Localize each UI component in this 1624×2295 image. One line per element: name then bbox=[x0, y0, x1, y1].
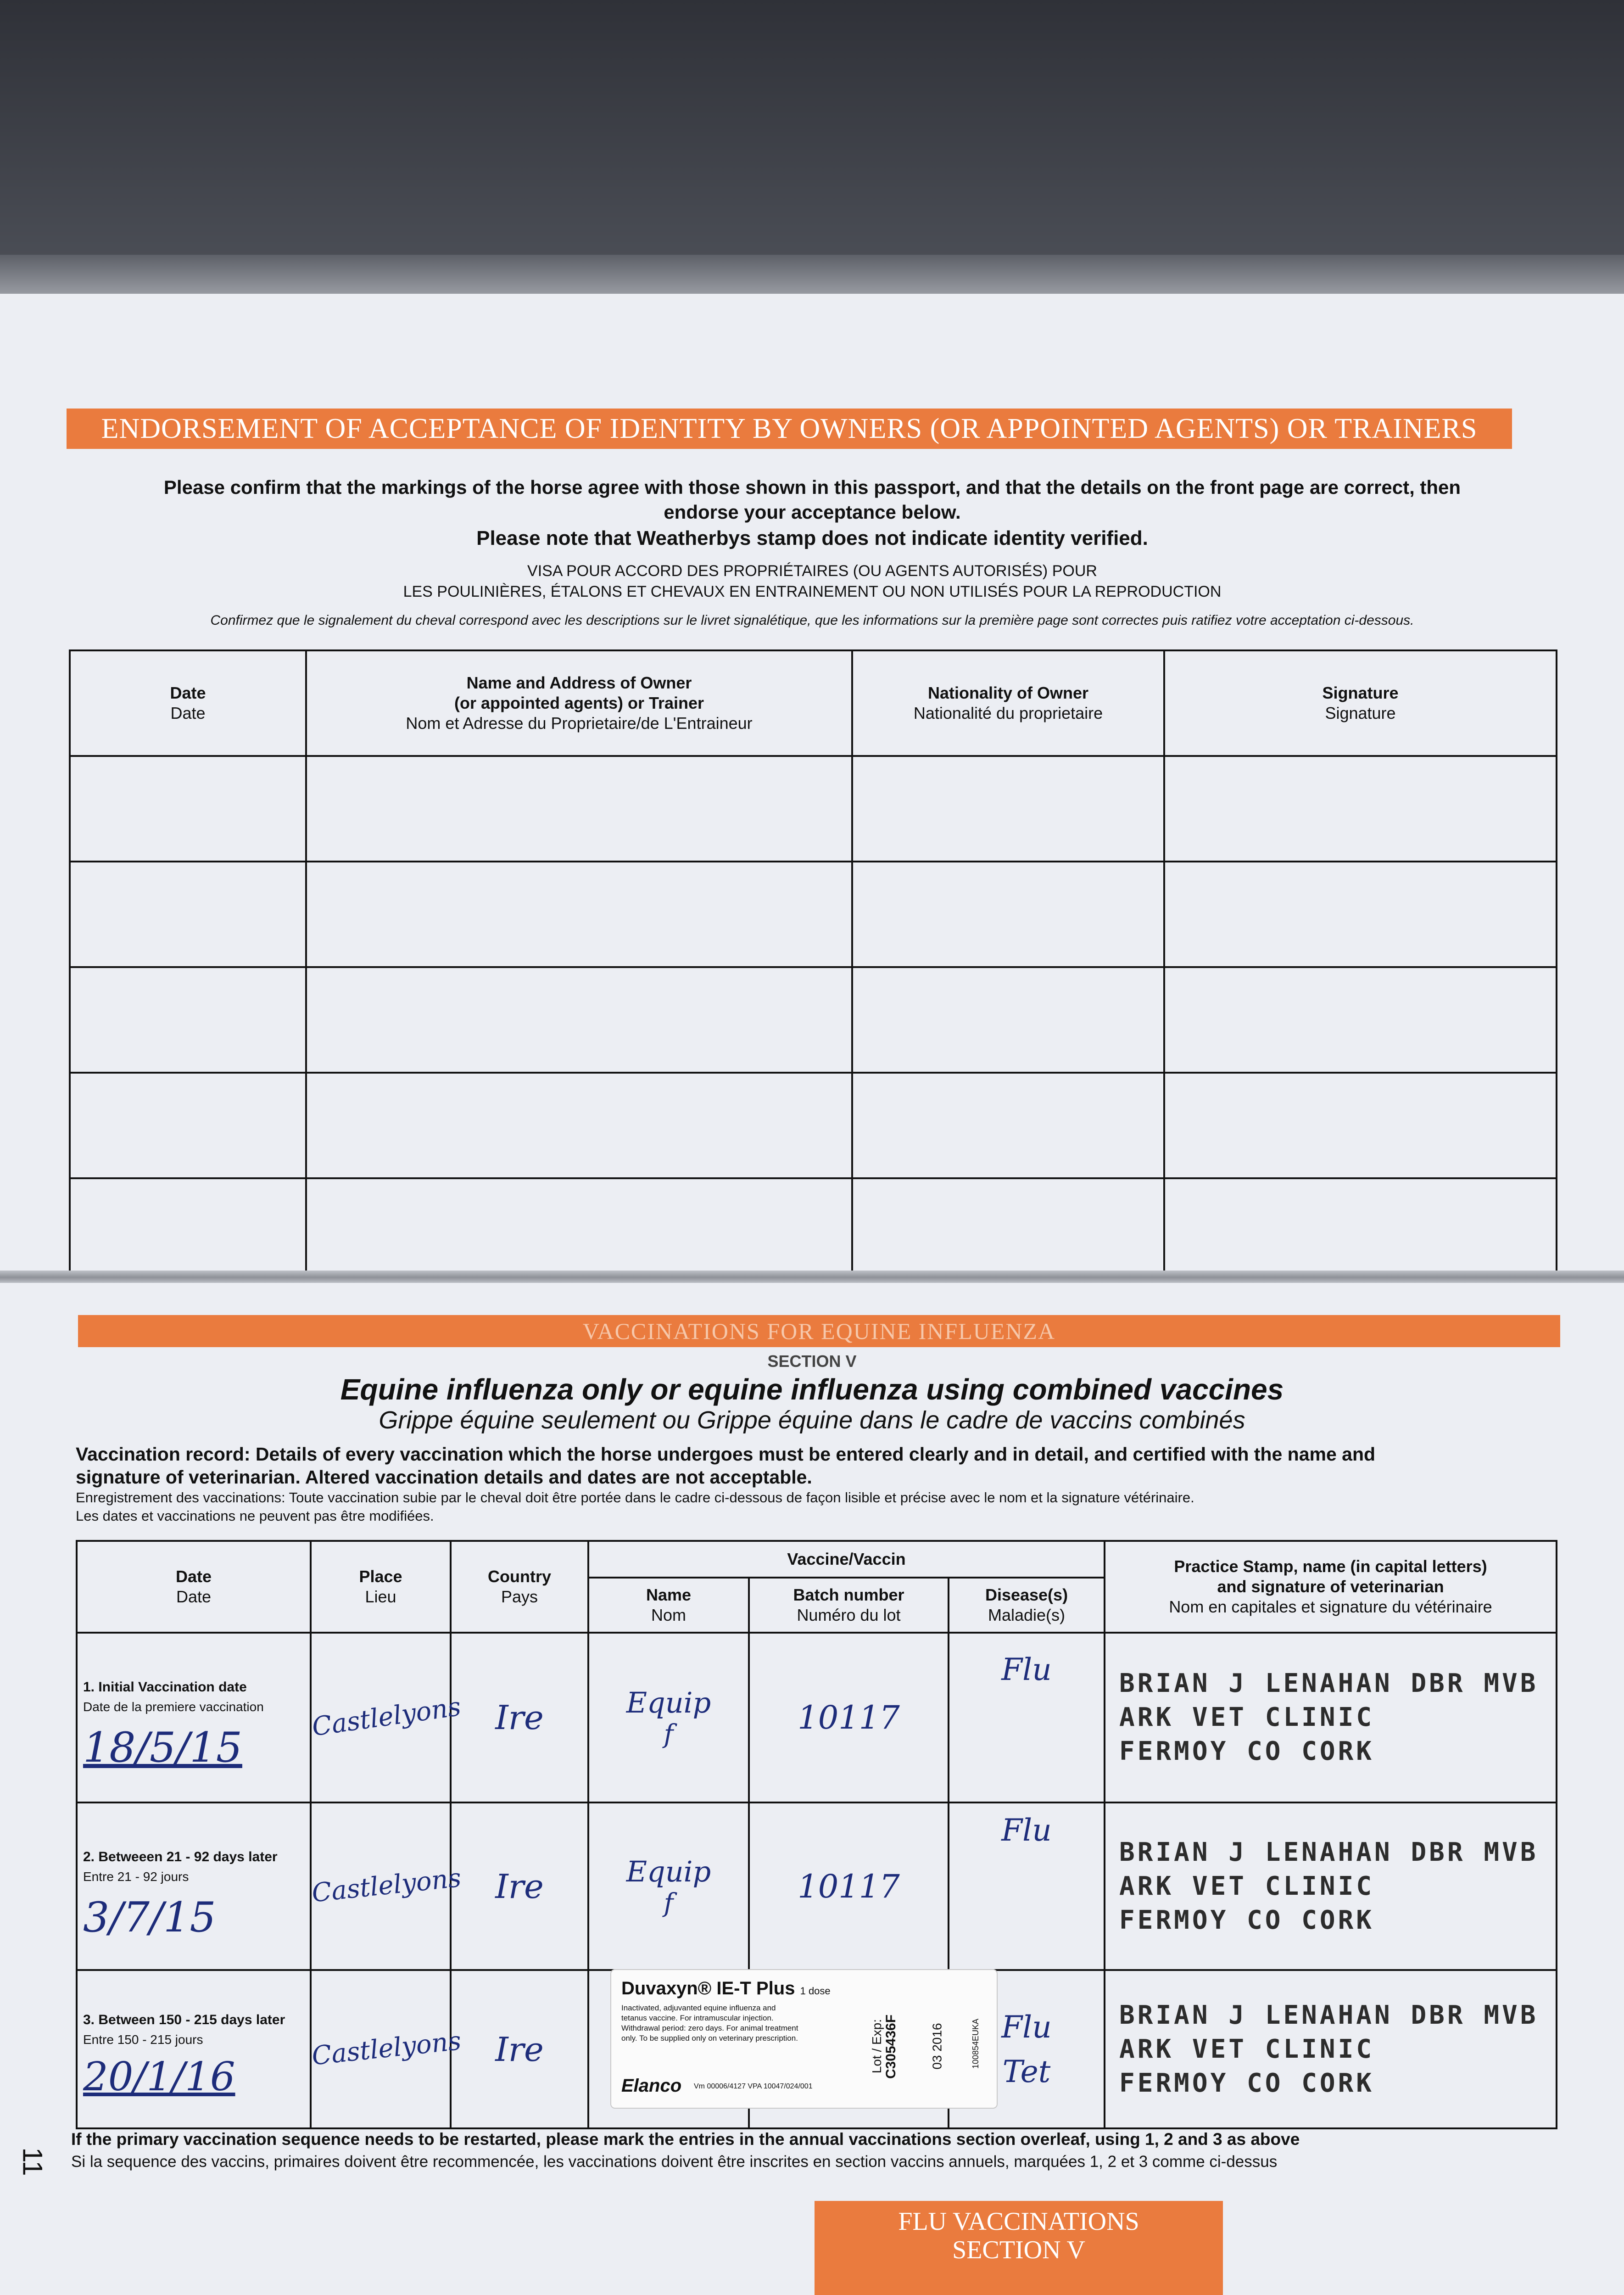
row3-country-value: Ire bbox=[495, 2030, 544, 2069]
instruction-line-2: endorse your acceptance below. bbox=[664, 501, 961, 523]
row1-stamp-cell bbox=[1105, 1633, 1557, 1802]
row2-batch-value: 10117 bbox=[798, 1867, 900, 1905]
empty-cell bbox=[70, 1073, 306, 1178]
header-vaccine-name bbox=[588, 1578, 749, 1633]
header-disease bbox=[949, 1578, 1105, 1633]
empty-cell bbox=[306, 1073, 852, 1178]
header-batch bbox=[749, 1578, 949, 1633]
header-nationality-fr: Nationalité du proprietaire bbox=[913, 704, 1103, 722]
row2-country-value: Ire bbox=[495, 1867, 544, 1906]
row3-place-value: Castlelyons bbox=[310, 2026, 463, 2071]
endorsement-row bbox=[70, 1178, 1557, 1271]
sticker-lot-number: C305436F bbox=[883, 2014, 899, 2079]
row1-stamp-line-2: ARK VET CLINIC bbox=[1119, 1702, 1375, 1732]
section-subtitle: Grippe équine seulement ou Grippe équine dans le cadre de vaccins combinés bbox=[379, 1406, 1245, 1434]
row2-label-en: 2. Betweeen 21 - 92 days later bbox=[83, 1849, 278, 1864]
row3-label-fr: Entre 150 - 215 jours bbox=[83, 2032, 203, 2047]
footer-banner-line-2: SECTION V bbox=[952, 2236, 1085, 2264]
sticker-desc-3: Withdrawal period: zero days. For animal treatment bbox=[621, 2024, 798, 2032]
row2-date-value: 3/7/15 bbox=[83, 1893, 216, 1942]
row3-stamp-line-1: BRIAN J LENAHAN DBR MVB bbox=[1119, 2000, 1539, 2030]
empty-cell bbox=[1164, 1178, 1557, 1271]
row2-name-value-2: f bbox=[664, 1888, 674, 1918]
header-batch-en: Batch number bbox=[793, 1585, 904, 1604]
header-vax-date bbox=[77, 1541, 311, 1633]
row1-stamp-line-1: BRIAN J LENAHAN DBR MVB bbox=[1119, 1668, 1539, 1698]
french-confirmation: Confirmez que le signalement du cheval correspond avec les descriptions sur le livret signalétique, que les informations sur la première page sont correctes puis ratifiez votre acceptation ci-dessous. bbox=[210, 613, 1414, 628]
row3-label-en: 3. Between 150 - 215 days later bbox=[83, 2012, 285, 2027]
sticker-desc-1: Inactivated, adjuvanted equine influenza and bbox=[621, 2004, 776, 2012]
record-line-2: signature of veterinarian. Altered vaccination details and dates are not acceptable. bbox=[76, 1467, 812, 1488]
row2-stamp-line-2: ARK VET CLINIC bbox=[1119, 1871, 1375, 1901]
record-fr-2: Les dates et vaccinations ne peuvent pas être modifiées. bbox=[76, 1508, 434, 1524]
header-practice-stamp bbox=[1105, 1541, 1557, 1633]
row1-place-value: Castlelyons bbox=[310, 1691, 463, 1742]
book-gutter bbox=[0, 1271, 1624, 1284]
sticker-codes: Vm 00006/4127 VPA 10047/024/001 bbox=[694, 2082, 813, 2090]
header-nationality-en: Nationality of Owner bbox=[927, 683, 1089, 702]
empty-cell bbox=[852, 1073, 1164, 1178]
section-label: SECTION V bbox=[767, 1352, 857, 1371]
empty-cell bbox=[70, 967, 306, 1073]
row2-stamp-line-1: BRIAN J LENAHAN DBR MVB bbox=[1119, 1837, 1539, 1867]
row1-date-cell bbox=[77, 1633, 311, 1802]
row3-place-cell bbox=[310, 1970, 463, 2128]
empty-cell bbox=[852, 756, 1164, 862]
row1-label-en: 1. Initial Vaccination date bbox=[83, 1679, 247, 1695]
header-date bbox=[70, 650, 306, 756]
endorsement-row bbox=[70, 862, 1557, 967]
endorsement-banner: ENDORSEMENT OF ACCEPTANCE OF IDENTITY BY OWNERS (OR APPOINTED AGENTS) OR TRAINERS bbox=[67, 409, 1512, 449]
empty-cell bbox=[70, 756, 306, 862]
header-owner-fr: Nom et Adresse du Proprietaire/de L'Entraineur bbox=[406, 714, 753, 733]
row3-country-cell bbox=[451, 1970, 588, 2128]
row2-place-value: Castlelyons bbox=[310, 1863, 463, 1909]
header-stamp-en-2: and signature of veterinarian bbox=[1217, 1577, 1444, 1596]
header-batch-fr: Numéro du lot bbox=[797, 1606, 901, 1624]
header-disease-fr: Maladie(s) bbox=[988, 1606, 1066, 1624]
visa-line-1: VISA POUR ACCORD DES PROPRIÉTAIRES (OU AGENTS AUTORISÉS) POUR bbox=[527, 562, 1097, 580]
header-place-en: Place bbox=[359, 1567, 402, 1586]
row1-country-cell bbox=[451, 1633, 588, 1802]
endorsement-row bbox=[70, 1073, 1557, 1178]
empty-cell bbox=[852, 1178, 1164, 1271]
row2-disease-value: Flu bbox=[1001, 1813, 1052, 1848]
header-vax-date-fr: Date bbox=[176, 1587, 212, 1606]
empty-cell bbox=[1164, 1073, 1557, 1178]
endorsement-row bbox=[70, 967, 1557, 1073]
header-country-en: Country bbox=[488, 1567, 551, 1586]
vaccination-header-row-1 bbox=[77, 1541, 1557, 1578]
sticker-desc-4: only. To be supplied only on veterinary prescription. bbox=[621, 2034, 798, 2043]
endorsement-page bbox=[0, 294, 1624, 1271]
row2-place-cell bbox=[310, 1802, 463, 1970]
page-number: 11 bbox=[17, 2147, 48, 2176]
sticker-lot-label: Lot / Exp: bbox=[870, 2019, 884, 2074]
footer-note-en: If the primary vaccination sequence needs to be restarted, please mark the entries in the annual vaccinations section overleaf, using 1, 2 and 3 as above bbox=[71, 2130, 1300, 2149]
empty-cell bbox=[1164, 862, 1557, 967]
background-dark-area bbox=[0, 0, 1624, 257]
header-place bbox=[311, 1541, 451, 1633]
sticker-code-vertical: 100854EUKA bbox=[971, 2018, 981, 2069]
row2-disease-cell bbox=[949, 1802, 1105, 1970]
instruction-line-1: Please confirm that the markings of the horse agree with those shown in this passport, and that the details on the front page are correct, then bbox=[163, 476, 1461, 498]
header-owner-en-1: Name and Address of Owner bbox=[466, 673, 692, 692]
row2-stamp-cell bbox=[1105, 1802, 1557, 1970]
row1-batch-value: 10117 bbox=[798, 1699, 900, 1736]
sticker-product: Duvaxyn® IE-T Plus bbox=[621, 1978, 795, 1998]
row1-disease-cell bbox=[949, 1633, 1105, 1802]
empty-cell bbox=[1164, 967, 1557, 1073]
header-signature-en: Signature bbox=[1322, 683, 1399, 702]
row2-stamp-line-3: FERMOY CO CORK bbox=[1119, 1905, 1375, 1935]
empty-cell bbox=[70, 1178, 306, 1271]
header-owner-en-2: (or appointed agents) or Trainer bbox=[454, 694, 704, 712]
empty-cell bbox=[306, 1178, 852, 1271]
row2-batch-cell bbox=[749, 1802, 949, 1970]
row3-stamp-line-2: ARK VET CLINIC bbox=[1119, 2034, 1375, 2064]
empty-cell bbox=[852, 862, 1164, 967]
header-vaccine-name-en: Name bbox=[646, 1585, 692, 1604]
row1-place-cell bbox=[310, 1633, 463, 1802]
header-stamp-en-1: Practice Stamp, name (in capital letters) bbox=[1174, 1557, 1487, 1576]
header-vaccine-name-fr: Nom bbox=[651, 1606, 686, 1624]
row2-date-cell bbox=[77, 1802, 311, 1970]
header-country-fr: Pays bbox=[501, 1587, 538, 1606]
footer-note-fr: Si la sequence des vaccins, primaires doivent être recommencée, les vaccinations doivent être inscrites en section vaccins annuels, marquées 1, 2 et 3 comme ci-dessus bbox=[71, 2153, 1278, 2171]
sticker-desc-2: tetanus vaccine. For intramuscular injection. bbox=[621, 2014, 774, 2022]
row1-stamp-line-3: FERMOY CO CORK bbox=[1119, 1736, 1375, 1766]
vaccination-row-1 bbox=[77, 1633, 1557, 1802]
row3-date-cell bbox=[77, 1970, 311, 2128]
header-nationality bbox=[852, 650, 1164, 756]
record-fr-1: Enregistrement des vaccinations: Toute vaccination subie par le cheval doit être portée dans le cadre ci-dessous de façon lisible et précise avec le nom et la signature vétérinaire. bbox=[76, 1489, 1194, 1506]
passport-sleeve-edge bbox=[0, 255, 1624, 296]
section-title: Equine influenza only or equine influenza using combined vaccines bbox=[340, 1373, 1284, 1406]
sticker-dose: 1 dose bbox=[800, 1985, 831, 1997]
vaccine-sticker-label bbox=[610, 1969, 998, 2109]
row1-name-value-2: f bbox=[664, 1719, 674, 1749]
row3-date-value: 20/1/16 bbox=[83, 2054, 235, 2100]
vaccination-row-2 bbox=[77, 1802, 1557, 1970]
endorsement-header-row bbox=[70, 650, 1557, 756]
row2-country-cell bbox=[451, 1802, 588, 1970]
row2-name-cell bbox=[588, 1802, 749, 1970]
header-disease-en: Disease(s) bbox=[985, 1585, 1068, 1604]
header-date-fr: Date bbox=[170, 704, 206, 722]
footer-banner bbox=[815, 2201, 1223, 2295]
row1-name-value-1: Equip bbox=[626, 1686, 711, 1719]
empty-cell bbox=[306, 862, 852, 967]
vaccination-banner: VACCINATIONS FOR EQUINE INFLUENZA bbox=[78, 1315, 1560, 1347]
row3-disease-value-1: Flu bbox=[1001, 2009, 1052, 2045]
header-place-fr: Lieu bbox=[365, 1587, 396, 1606]
row3-stamp-cell bbox=[1105, 1970, 1557, 2128]
header-date-en: Date bbox=[170, 683, 206, 702]
sticker-expiry: 03 2016 bbox=[930, 2023, 944, 2070]
empty-cell bbox=[1164, 756, 1557, 862]
visa-line-2: LES POULINIÈRES, ÉTALONS ET CHEVAUX EN ENTRAINEMENT OU NON UTILISÉS POUR LA REPRODUCTION bbox=[403, 583, 1222, 600]
endorsement-row bbox=[70, 756, 1557, 862]
header-signature bbox=[1164, 650, 1557, 756]
sticker-brand: Elanco bbox=[621, 2076, 682, 2096]
empty-cell bbox=[852, 967, 1164, 1073]
header-owner-name bbox=[306, 650, 852, 756]
header-vaccine bbox=[588, 1541, 1105, 1578]
footer-banner-line-1: FLU VACCINATIONS bbox=[898, 2207, 1139, 2236]
header-country bbox=[451, 1541, 588, 1633]
weatherbys-note: Please note that Weatherbys stamp does not indicate identity verified. bbox=[476, 527, 1148, 549]
row1-label-fr: Date de la premiere vaccination bbox=[83, 1700, 264, 1714]
row2-label-fr: Entre 21 - 92 jours bbox=[83, 1870, 189, 1884]
row1-name-cell bbox=[588, 1633, 749, 1802]
row3-disease-value-2: Tet bbox=[1002, 2054, 1051, 2089]
endorsement-table bbox=[69, 649, 1557, 1271]
row1-country-value: Ire bbox=[495, 1698, 544, 1737]
vaccination-page bbox=[0, 1283, 1624, 2295]
empty-cell bbox=[70, 862, 306, 967]
row1-date-value: 18/5/15 bbox=[83, 1724, 242, 1772]
header-vax-date-en: Date bbox=[175, 1567, 212, 1586]
row2-name-value-1: Equip bbox=[626, 1854, 711, 1888]
empty-cell bbox=[306, 967, 852, 1073]
header-signature-fr: Signature bbox=[1325, 704, 1396, 722]
record-line-1: Vaccination record: Details of every vaccination which the horse undergoes must be entered clearly and in detail, and certified with the name and bbox=[76, 1444, 1376, 1465]
empty-cell bbox=[306, 756, 852, 862]
header-vaccine-label: Vaccine/Vaccin bbox=[787, 1550, 906, 1568]
row3-stamp-line-3: FERMOY CO CORK bbox=[1119, 2068, 1375, 2098]
header-stamp-fr: Nom en capitales et signature du vétérinaire bbox=[1169, 1597, 1492, 1616]
row1-batch-cell bbox=[749, 1633, 949, 1802]
row1-disease-value: Flu bbox=[1001, 1652, 1052, 1687]
